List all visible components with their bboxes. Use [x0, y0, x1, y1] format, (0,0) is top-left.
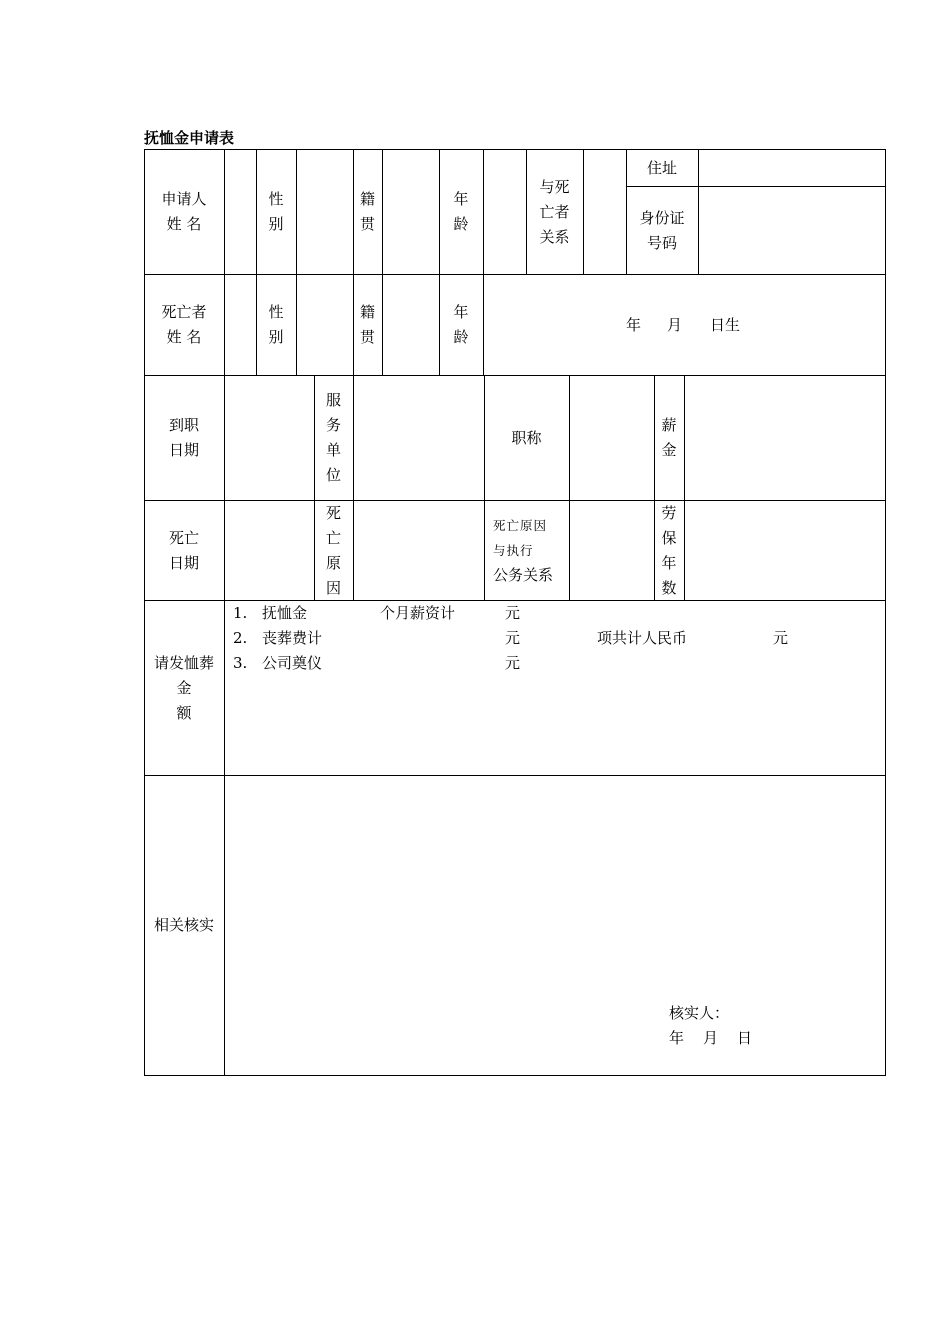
- gender-label: 性 别: [268, 303, 284, 346]
- col-divider: [583, 149, 584, 274]
- relation-label: 与死 亡者 关系: [539, 178, 570, 246]
- hire-date-label: 到职 日期: [168, 416, 199, 459]
- form-title: 抚恤金申请表: [144, 129, 235, 147]
- verification-label: 相关核实: [153, 916, 214, 934]
- col-divider: [684, 375, 685, 600]
- gender-label: 性 别: [268, 190, 284, 233]
- address-label: 住址: [646, 159, 677, 177]
- col-divider: [569, 375, 570, 600]
- birth-month-label: 月: [667, 316, 683, 334]
- insurance-years-label: 劳 保 年 数: [661, 504, 677, 597]
- verify-year: 年: [669, 1029, 685, 1047]
- age-label: 年 龄: [453, 303, 469, 346]
- origin-label: 籍 贯: [359, 190, 375, 233]
- salary-label: 薪 金: [661, 416, 677, 459]
- item1-months: 个月薪资计: [380, 604, 456, 622]
- col-divider: [224, 149, 225, 1076]
- item2-num: 2.: [233, 629, 248, 647]
- col-divider: [296, 149, 297, 375]
- item3-name: 公司奠仪: [262, 654, 323, 672]
- applicant-name-label: 申请人 姓 名: [161, 190, 207, 233]
- row-divider: [144, 500, 886, 501]
- birth-day-label: 日生: [710, 316, 741, 334]
- total-unit: 元: [773, 629, 789, 647]
- item1-unit: 元: [505, 604, 521, 622]
- job-title-label: 职称: [511, 429, 542, 447]
- birth-year-label: 年: [626, 316, 642, 334]
- col-divider: [698, 149, 699, 274]
- cause-relation-label: 死亡原因 与执行 公务关系: [493, 518, 554, 584]
- row-divider: [144, 775, 886, 776]
- item1-name: 抚恤金: [262, 604, 308, 622]
- item2-name: 丧葬费计: [262, 629, 323, 647]
- col-divider: [353, 375, 354, 600]
- row-divider: [144, 375, 886, 376]
- age-label: 年 龄: [453, 190, 469, 233]
- table-border-bottom: [144, 1075, 886, 1076]
- origin-label: 籍 贯: [359, 303, 375, 346]
- item3-unit: 元: [505, 654, 521, 672]
- item3-num: 3.: [233, 654, 248, 672]
- death-date-label: 死亡 日期: [168, 529, 199, 572]
- item1-num: 1.: [233, 604, 248, 622]
- table-border-right: [885, 149, 886, 1076]
- id-number-label: 身份证 号码: [639, 209, 685, 252]
- item2-unit: 元: [505, 629, 521, 647]
- amount-label: 请发恤葬 金 额: [153, 654, 214, 722]
- col-divider: [484, 375, 485, 600]
- verifier-label: 核实人：: [669, 1004, 730, 1022]
- address-divider: [626, 186, 886, 187]
- service-unit-label: 服 务 单 位: [325, 391, 341, 484]
- verify-day: 日: [737, 1029, 753, 1047]
- death-cause-label: 死 亡 原 因: [325, 504, 341, 597]
- col-divider: [382, 149, 383, 375]
- total-label: 项共计人民币: [597, 629, 688, 647]
- verify-month: 月: [703, 1029, 719, 1047]
- deceased-name-label: 死亡者 姓 名: [161, 303, 207, 346]
- col-divider: [483, 149, 484, 375]
